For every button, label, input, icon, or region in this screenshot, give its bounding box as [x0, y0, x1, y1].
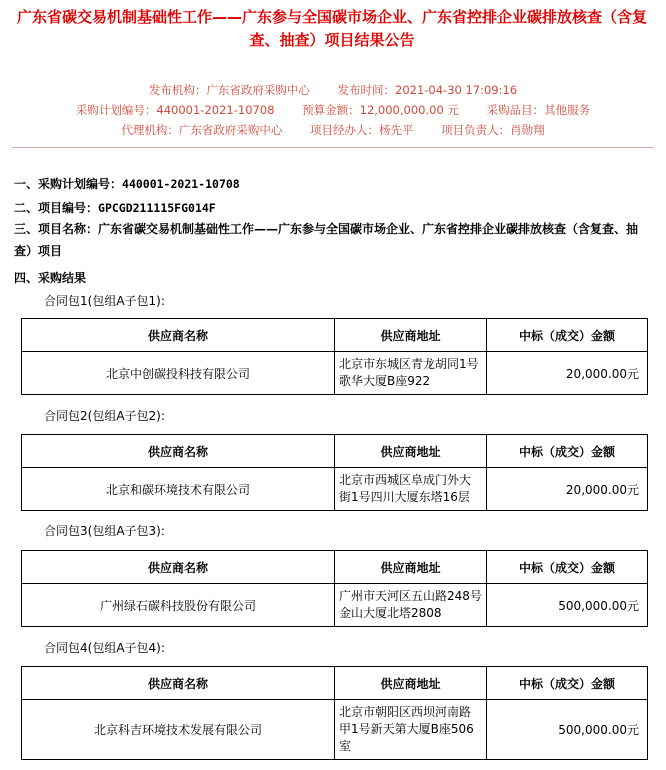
section-plan-number-label: 一、采购计划编号： [14, 177, 123, 191]
section-plan-number [14, 176, 240, 192]
header-supplier: 供应商名称 [22, 551, 335, 584]
package-label-3: 合同包3(包组A子包3): [44, 524, 165, 538]
meta-row-1 [0, 81, 666, 99]
publish-time: 发布时间：2021-04-30 17:09:16 [337, 83, 518, 97]
section-project-number-label: 二、项目编号： [14, 201, 99, 215]
header-supplier: 供应商名称 [22, 435, 335, 468]
header-amount: 中标（成交）金额 [487, 551, 648, 584]
budget-amount: 预算金额：12,000,000.00 元 [302, 103, 459, 117]
result-table-2 [21, 434, 648, 511]
package-label-2: 合同包2(包组A子包2): [44, 409, 165, 423]
agent-org: 代理机构：广东省政府采购中心 [121, 123, 283, 137]
table-row [22, 352, 648, 395]
result-table-1 [21, 318, 648, 395]
supplier-name: 北京中创碳投科技有限公司 [22, 352, 335, 395]
header-supplier: 供应商名称 [22, 319, 335, 352]
award-amount: 20,000.00元 [487, 352, 648, 395]
supplier-name: 广州绿石碳科技股份有限公司 [22, 584, 335, 627]
section-project-name: 三、项目名称：广东省碳交易机制基础性工作——广东参与全国碳市场企业、广东省控排企业碳排放核查（含复查、抽查）项目 [14, 222, 639, 258]
page-title: 广东省碳交易机制基础性工作——广东参与全国碳市场企业、广东省控排企业碳排放核查（含复查、抽查）项目结果公告 [16, 8, 647, 49]
award-amount: 500,000.00元 [487, 700, 648, 760]
section-results-heading: 四、采购结果 [14, 271, 87, 285]
header-amount: 中标（成交）金额 [487, 435, 648, 468]
header-divider [12, 147, 654, 148]
supplier-address: 北京市西城区阜成门外大街1号四川大厦东塔16层 [335, 468, 487, 511]
section-project-number-value: GPCGD211115FG014F [98, 201, 216, 215]
package-label-1: 合同包1(包组A子包1): [44, 294, 165, 308]
section-project-number [14, 200, 216, 216]
table-row [22, 700, 648, 760]
header-amount: 中标（成交）金额 [487, 667, 648, 700]
header-amount: 中标（成交）金额 [487, 319, 648, 352]
supplier-address: 广州市天河区五山路248号金山大厦北塔2808 [335, 584, 487, 627]
package-label-4: 合同包4(包组A子包4): [44, 641, 165, 655]
award-amount: 500,000.00元 [487, 584, 648, 627]
supplier-name: 北京和碳环境技术有限公司 [22, 468, 335, 511]
supplier-address: 北京市东城区青龙胡同1号歌华大厦B座922 [335, 352, 487, 395]
meta-row-2 [0, 101, 666, 119]
supplier-name: 北京科吉环境技术发展有限公司 [22, 700, 335, 760]
award-amount: 20,000.00元 [487, 468, 648, 511]
procurement-category: 采购品目：其他服务 [486, 103, 591, 117]
result-table-3 [21, 550, 648, 627]
meta-row-3 [0, 121, 666, 139]
header-supplier: 供应商名称 [22, 667, 335, 700]
publisher: 发布机构：广东省政府采购中心 [148, 83, 310, 97]
section-plan-number-value: 440001-2021-10708 [122, 177, 240, 191]
table-row [22, 584, 648, 627]
plan-number: 采购计划编号：440001-2021-10708 [75, 103, 275, 117]
supplier-address: 北京市朝阳区西坝河南路甲1号新天第大厦B座506室 [335, 700, 487, 760]
project-manager: 项目负责人：肖勋翔 [441, 123, 545, 137]
header-address: 供应商地址 [335, 667, 487, 700]
project-handler: 项目经办人：杨先平 [310, 123, 414, 137]
table-row [22, 468, 648, 511]
header-address: 供应商地址 [335, 551, 487, 584]
result-table-4 [21, 666, 648, 760]
header-address: 供应商地址 [335, 319, 487, 352]
header-address: 供应商地址 [335, 435, 487, 468]
